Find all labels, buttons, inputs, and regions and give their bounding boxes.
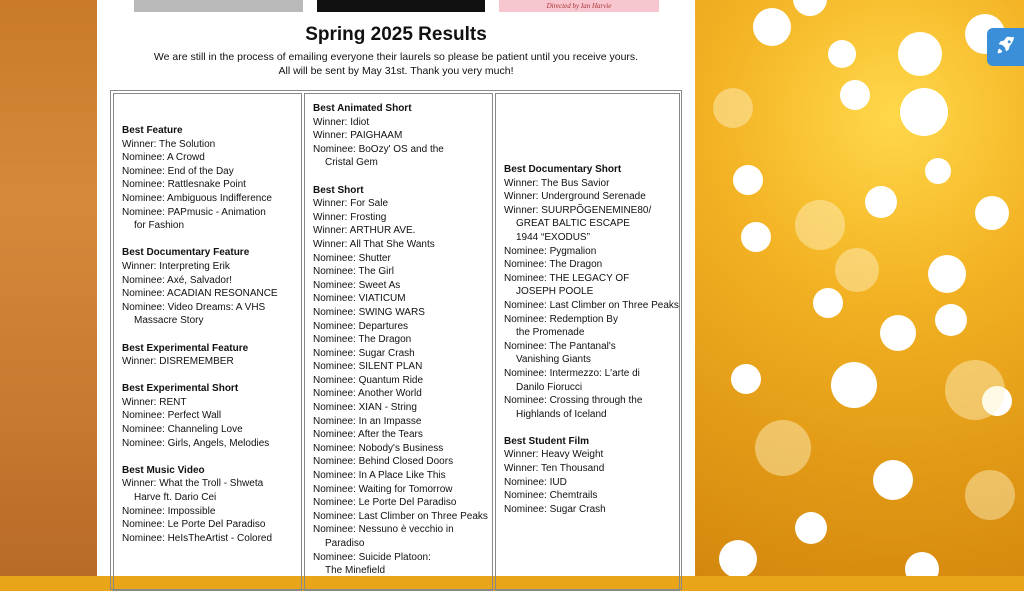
award-entry: Nominee: Departures: [313, 320, 409, 332]
award-entry: Nominee: PAPmusic - Animation: [122, 206, 266, 218]
left-background: [0, 0, 97, 576]
page-subtitle: [97, 50, 695, 78]
award-section: [504, 435, 679, 517]
results-column-2: [304, 93, 493, 591]
award-entry: The Minefield: [325, 565, 386, 577]
award-entry: Nominee: End of the Day: [122, 165, 234, 177]
award-entry: Nominee: Le Porte Del Paradiso: [122, 519, 266, 531]
award-entry: Nominee: Last Climber on Three Peaks: [313, 510, 488, 522]
award-entry: Nominee: Redemption By: [504, 313, 618, 325]
award-entry: Winner: Interpreting Erik: [122, 260, 230, 272]
award-entry: Nominee: Channeling Love: [122, 424, 243, 436]
award-entry: Winner: Idiot: [313, 116, 370, 128]
award-entry: Nominee: The Dragon: [313, 334, 412, 346]
award-entry: Nominee: Nessuno è vecchio in: [313, 524, 454, 536]
award-entry: Nominee: Ambiguous Indifference: [122, 192, 272, 204]
award-entry: 1944 “EXODUS”: [516, 231, 590, 243]
award-entry: Nominee: A Crowd: [122, 152, 205, 164]
award-entry: Nominee: Sweet As: [313, 279, 401, 291]
award-entry: Danilo Fiorucci: [516, 381, 583, 393]
award-entry: Winner: The Bus Savior: [504, 177, 610, 189]
award-entry: Highlands of Iceland: [516, 408, 607, 420]
bokeh-background: [695, 0, 1024, 576]
award-entry: Nominee: Nobody's Business: [313, 442, 444, 454]
award-entry: Nominee: Sugar Crash: [313, 347, 415, 359]
award-entry: for Fashion: [134, 220, 185, 232]
award-entry: Nominee: Waiting for Tomorrow: [313, 483, 453, 495]
award-entry: Winner: All That She Wants: [313, 238, 435, 250]
award-entry: GREAT BALTIC ESCAPE: [516, 218, 630, 230]
award-entry: Nominee: After the Tears: [313, 429, 423, 441]
award-entry: Nominee: Le Porte Del Paradiso: [313, 497, 457, 509]
award-entry: Nominee: Shutter: [313, 252, 391, 264]
award-category-title: Best Experimental Feature: [122, 342, 249, 354]
award-entry: Nominee: Perfect Wall: [122, 410, 222, 422]
award-entry: Harve ft. Dario Cei: [134, 492, 217, 504]
award-entry: Nominee: Chemtrails: [504, 490, 598, 502]
award-entry: Winner: Frosting: [313, 211, 387, 223]
award-entry: Winner: The Solution: [122, 138, 216, 150]
award-entry: Cristal Gem: [325, 157, 378, 169]
award-entry: Winner: Ten Thousand: [504, 463, 605, 475]
rocket-button[interactable]: [987, 28, 1024, 66]
award-category-title: Best Music Video: [122, 464, 205, 476]
award-entry: Nominee: XIAN - String: [313, 402, 417, 414]
award-entry: Nominee: In A Place Like This: [313, 470, 446, 482]
award-section: [313, 102, 492, 170]
banner-image-2[interactable]: [317, 0, 485, 12]
award-entry: Nominee: Another World: [313, 388, 422, 400]
content-page: [97, 0, 695, 576]
award-entry: Nominee: IUD: [504, 476, 567, 488]
award-category-title: Best Student Film: [504, 435, 590, 447]
subtitle-line-2: All will be sent by May 31st. Thank you very much!: [278, 65, 514, 77]
banner-image-1[interactable]: [134, 0, 303, 12]
award-entry: Winner: DISREMEMBER: [122, 356, 234, 368]
award-section: [504, 163, 679, 421]
award-section: [122, 464, 301, 546]
award-entry: Nominee: SWING WARS: [313, 306, 425, 318]
award-entry: Nominee: Axé, Salvador!: [122, 274, 233, 286]
award-entry: Nominee: Rattlesnake Point: [122, 179, 246, 191]
award-section: [122, 342, 301, 369]
award-entry: Winner: RENT: [122, 396, 187, 408]
award-entry: Winner: For Sale: [313, 198, 389, 210]
award-entry: Nominee: Last Climber on Three Peaks: [504, 299, 679, 311]
award-entry: Nominee: ACADIAN RESONANCE: [122, 288, 278, 300]
award-entry: Paradiso: [325, 538, 365, 549]
award-entry: Nominee: The Dragon: [504, 259, 603, 271]
award-entry: Nominee: VIATICUM: [313, 293, 406, 305]
results-column-3: [495, 93, 680, 591]
award-section: [122, 246, 301, 328]
award-category-title: Best Documentary Feature: [122, 247, 250, 259]
award-entry: Nominee: Quantum Ride: [313, 374, 424, 386]
award-entry: Winner: What the Troll - Shweta: [122, 478, 264, 490]
award-category-title: Best Feature: [122, 125, 183, 136]
results-column-1: [113, 93, 302, 591]
award-entry: Winner: PAIGHAAM: [313, 130, 403, 142]
award-entry: Nominee: Impossible: [122, 505, 216, 517]
page-title: Spring 2025 Results: [305, 24, 487, 45]
banner-image-3[interactable]: Directed by Ian Harvie: [499, 0, 659, 12]
award-entry: Nominee: Video Dreams: A VHS: [122, 301, 266, 313]
award-entry: Nominee: SILENT PLAN: [313, 361, 423, 373]
laurel-banners: [97, 0, 695, 14]
award-entry: Nominee: Suicide Platoon:: [313, 551, 431, 563]
award-entry: Nominee: BoOzy' OS and the: [313, 143, 444, 155]
award-section: [313, 184, 492, 578]
award-entry: Nominee: In an Impasse: [313, 415, 422, 427]
award-entry: Winner: SUURPÕGENEMINE80/: [504, 204, 652, 216]
award-entry: Nominee: Behind Closed Doors: [313, 456, 454, 468]
award-entry: Nominee: The Girl: [313, 266, 394, 278]
award-section: [122, 124, 301, 233]
subtitle-line-1: We are still in the process of emailing everyone their laurels so please be patient until you receive yours.: [153, 51, 639, 63]
award-category-title: Best Experimental Short: [122, 383, 239, 395]
award-entry: Nominee: Sugar Crash: [504, 503, 606, 515]
award-entry: Winner: Heavy Weight: [504, 449, 604, 461]
award-entry: JOSEPH POOLE: [516, 286, 594, 298]
award-entry: Winner: ARTHUR AVE.: [313, 225, 416, 237]
award-category-title: Best Documentary Short: [504, 164, 622, 175]
award-category-title: Best Short: [313, 184, 364, 196]
award-entry: Massacre Story: [134, 315, 204, 327]
award-entry: Vanishing Giants: [516, 354, 591, 366]
results-table: [110, 90, 682, 590]
award-entry: Nominee: Intermezzo: L'arte di: [504, 367, 640, 379]
award-entry: the Promenade: [516, 327, 585, 339]
award-entry: Nominee: Girls, Angels, Melodies: [122, 437, 270, 449]
award-entry: Nominee: THE LEGACY OF: [504, 272, 630, 284]
award-entry: Nominee: Pygmalion: [504, 245, 597, 257]
award-entry: Nominee: Crossing through the: [504, 395, 643, 407]
award-entry: Winner: Underground Serenade: [504, 191, 646, 203]
award-section: [122, 382, 301, 450]
rocket-icon: [995, 34, 1017, 61]
award-entry: Nominee: HeIsTheArtist - Colored: [122, 532, 273, 544]
award-category-title: Best Animated Short: [313, 103, 412, 114]
award-entry: Nominee: The Pantanal's: [504, 340, 616, 352]
